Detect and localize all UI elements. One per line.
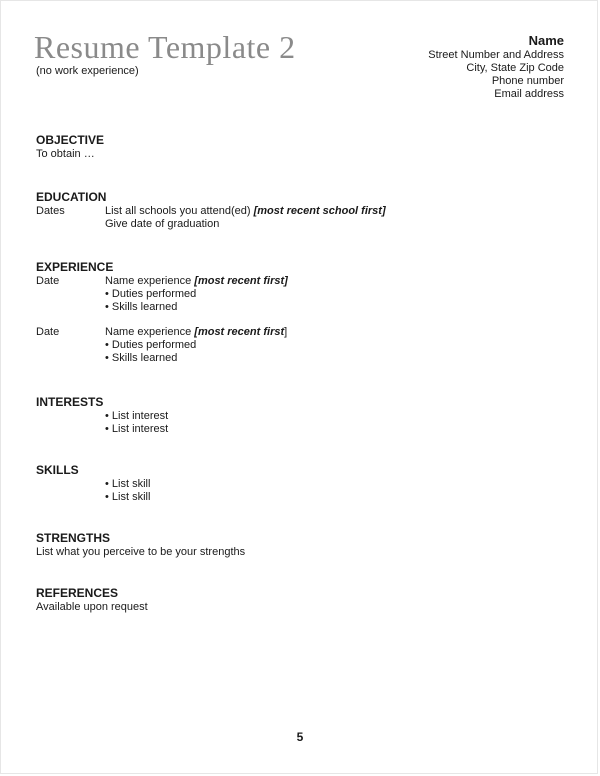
strengths-section	[36, 531, 245, 559]
strengths-text: List what you perceive to be your strengths	[36, 546, 246, 558]
bullet-item: • Skills learned	[105, 301, 178, 313]
experience-name: Name experience	[105, 275, 195, 287]
experience-emphasis: [most recent first]	[194, 275, 288, 287]
experience-emphasis: [most recent first	[194, 326, 285, 338]
experience-suffix: ]	[284, 326, 288, 338]
references-text: Available upon request	[36, 601, 148, 613]
objective-section	[36, 133, 104, 161]
education-date-label: Dates	[36, 205, 65, 217]
contact-name: Name	[528, 33, 564, 48]
experience-entry	[36, 326, 288, 365]
interests-section	[36, 395, 168, 436]
skills-section	[36, 463, 150, 504]
education-entry	[36, 205, 386, 231]
bullet-item: • List skill	[105, 478, 151, 490]
page-title: Resume Template 2	[34, 29, 296, 65]
education-text: List all schools you attend(ed)	[105, 205, 254, 217]
bullet-item: • List interest	[105, 423, 169, 435]
experience-date-label: Date	[36, 326, 60, 338]
experience-section	[36, 260, 288, 365]
education-emphasis: [most recent school first]	[253, 205, 386, 217]
experience-name: Name experience	[105, 326, 195, 338]
section-heading-interests: INTERESTS	[36, 395, 104, 409]
bullet-item: • Duties performed	[105, 339, 197, 351]
references-section	[36, 586, 148, 614]
section-heading-education: EDUCATION	[36, 190, 107, 204]
experience-date-label: Date	[36, 275, 60, 287]
contact-city: City, State Zip Code	[466, 62, 564, 74]
section-heading-strengths: STRENGTHS	[36, 531, 111, 545]
page-subtitle: (no work experience)	[36, 65, 139, 77]
bullet-item: • List skill	[105, 491, 151, 503]
experience-title	[105, 326, 288, 339]
experience-title	[105, 275, 288, 288]
experience-entry	[36, 275, 288, 314]
contact-block	[428, 33, 564, 101]
page-number: 5	[296, 730, 304, 744]
education-line-2: Give date of graduation	[105, 218, 220, 230]
section-heading-objective: OBJECTIVE	[36, 133, 105, 147]
bullet-item: • Duties performed	[105, 288, 197, 300]
bullet-item: • Skills learned	[105, 352, 178, 364]
objective-text: To obtain …	[36, 148, 95, 160]
contact-street: Street Number and Address	[428, 49, 564, 61]
bullet-item: • List interest	[105, 410, 169, 422]
contact-phone: Phone number	[491, 75, 564, 87]
education-line-1	[105, 205, 386, 218]
section-heading-skills: SKILLS	[36, 463, 79, 477]
contact-email: Email address	[494, 88, 564, 100]
section-heading-references: REFERENCES	[36, 586, 119, 600]
education-section	[36, 190, 386, 231]
section-heading-experience: EXPERIENCE	[36, 260, 114, 274]
